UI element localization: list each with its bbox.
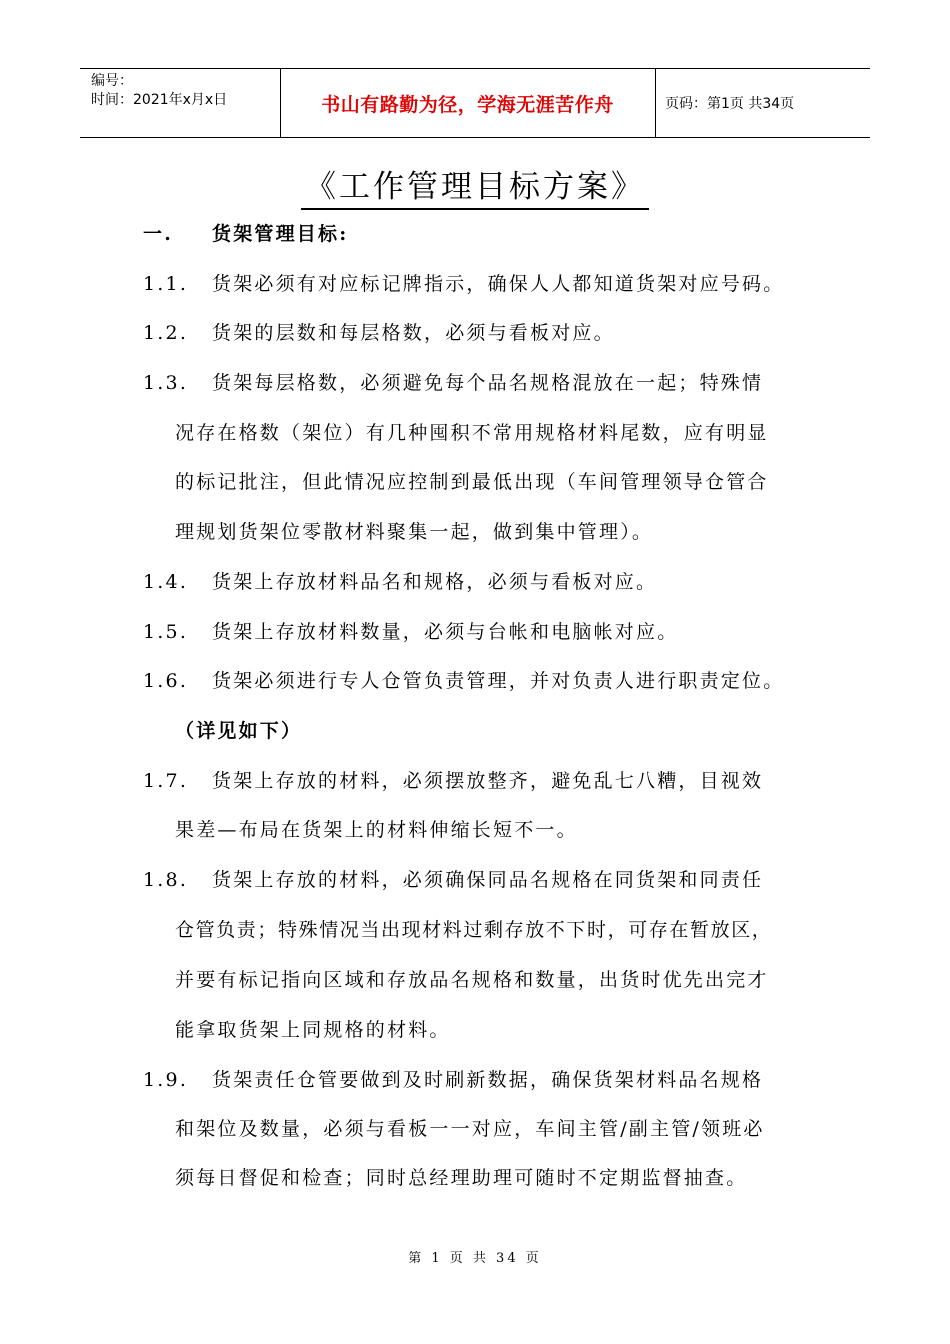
doc-title: 《工作管理目标方案》 [301, 168, 649, 210]
item-text: 货架责任仓管要做到及时刷新数据，确保货架材料品名规格 [212, 1069, 764, 1091]
item-text: 货架上存放材料品名和规格，必须与看板对应。 [212, 571, 658, 593]
item-text: 货架必须进行专人仓管负责管理，并对负责人进行职责定位。 [212, 670, 785, 692]
section-number: 一. [143, 223, 174, 245]
item-number: 1.7. [143, 770, 189, 792]
header-motto: 书山有路勤为径，学海无涯苦作舟 [321, 93, 614, 116]
item-number: 1.1. [143, 273, 189, 295]
header-meta [91, 72, 227, 110]
item-text: 货架上存放材料数量，必须与台帐和电脑帐对应。 [212, 621, 679, 643]
page-footer: 第 1 页 共 34 页 [408, 1251, 542, 1266]
header-divider [655, 69, 656, 137]
item-number: 1.9. [143, 1069, 189, 1091]
time-label: 时间：2021年x月x日 [91, 92, 228, 108]
item-number: 1.5. [143, 621, 189, 643]
item-text-continued: 理规划货架位零散材料聚集一起，做到集中管理）。 [175, 521, 654, 543]
item-text-continued: 果差—布局在货架上的材料伸缩长短不一。 [175, 819, 578, 841]
header-page-code: 页码：第1页 共34页 [665, 96, 795, 112]
item-number: 1.8. [143, 869, 189, 891]
item-text-continued: 能拿取货架上同规格的材料。 [175, 1019, 451, 1041]
item-text-continued: 须每日督促和检查；同时总经理助理可随时不定期监督抽查。 [175, 1167, 748, 1189]
serial-label: 编号： [91, 73, 133, 89]
item-text: 货架上存放的材料，必须摆放整齐，避免乱七八糟，目视效 [212, 770, 764, 792]
item-number: 1.6. [143, 670, 189, 692]
item-number: 1.3. [143, 372, 189, 394]
item-text: 货架上存放的材料，必须确保同品名规格在同货架和同责任 [212, 869, 764, 891]
section-title: 货架管理目标: [212, 223, 349, 245]
item-number: 1.2. [143, 322, 189, 344]
item-text: 货架的层数和每层格数，必须与看板对应。 [212, 322, 615, 344]
doc-title-wrap [0, 168, 950, 210]
item-text-continued: 况存在格数（架位）有几种囤积不常用规格材料尾数，应有明显 [175, 422, 769, 444]
item-text-continued: 的标记批注，但此情况应控制到最低出现（车间管理领导仓管合 [175, 471, 769, 493]
item-text: 货架每层格数，必须避免每个品名规格混放在一起；特殊情 [212, 372, 764, 394]
header-table [80, 68, 870, 138]
item-text: 货架必须有对应标记牌指示，确保人人都知道货架对应号码。 [212, 273, 785, 295]
see-below-note: （详见如下） [175, 720, 303, 742]
item-text-continued: 仓管负责；特殊情况当出现材料过剩存放不下时，可存在暂放区， [175, 919, 773, 941]
item-text-continued: 和架位及数量，必须与看板一一对应，车间主管/副主管/领班必 [175, 1118, 765, 1140]
item-number: 1.4. [143, 571, 189, 593]
item-text-continued: 并要有标记指向区域和存放品名规格和数量，出货时优先出完才 [175, 969, 769, 991]
